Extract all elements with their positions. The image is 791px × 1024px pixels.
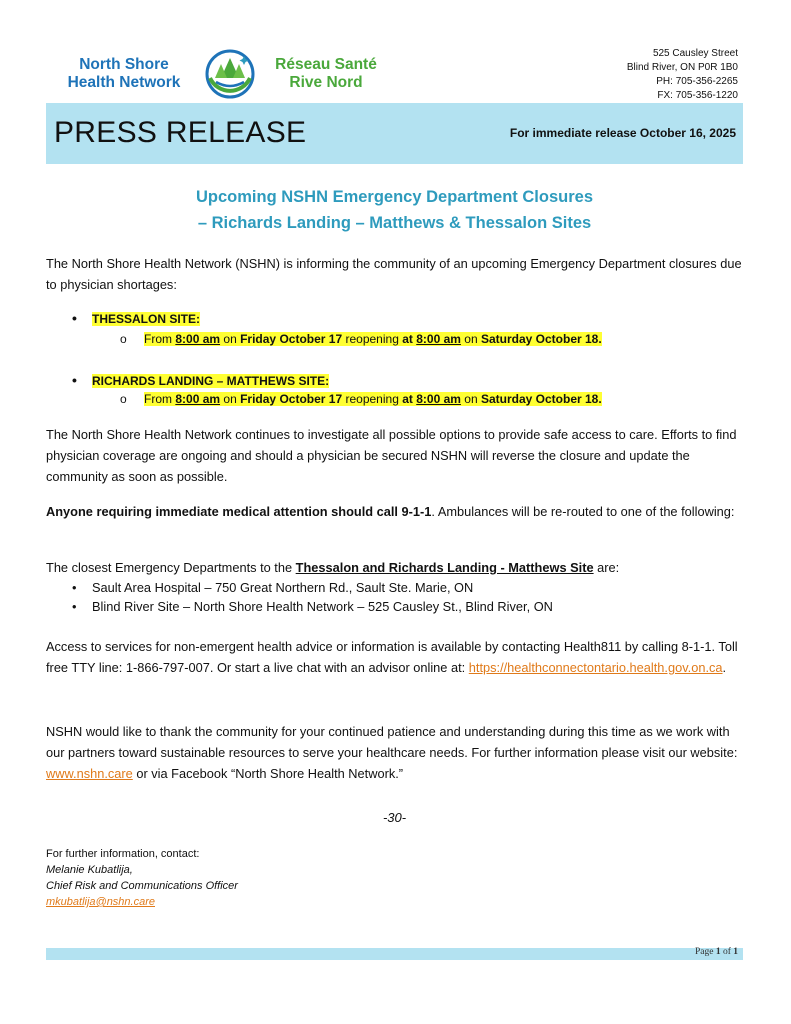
schedule-day-start: Friday October 17 xyxy=(240,332,343,346)
schedule-time-end: 8:00 am xyxy=(416,392,461,406)
intro-paragraph: The North Shore Health Network (NSHN) is informing the community of an upcoming Emergency Department closures due to physician shortages: xyxy=(46,256,742,292)
schedule-on: on xyxy=(464,392,478,406)
site-richards-landing-schedule xyxy=(120,392,602,406)
logo-english-line2: Health Network xyxy=(67,74,181,91)
bullet-icon: • xyxy=(72,599,77,614)
nshn-website-link[interactable]: www.nshn.care xyxy=(46,766,133,781)
emergency-call-911: Anyone requiring immediate medical attention should call 9-1-1 xyxy=(46,504,432,519)
closest-prefix: The closest Emergency Departments to the xyxy=(46,560,296,575)
thanks-end: or via Facebook “North Shore Health Network.” xyxy=(132,766,404,781)
schedule-day-start: Friday October 17 xyxy=(240,392,343,406)
nshn-logo-icon xyxy=(204,48,256,100)
schedule-at: at xyxy=(402,392,413,406)
page-total: 1 xyxy=(733,947,738,957)
bullet-icon: • xyxy=(72,372,77,388)
hospital-name: Blind River Site – North Shore Health Network – 525 Causley St., Blind River, ON xyxy=(92,599,553,614)
site-richards-landing-heading xyxy=(72,372,329,388)
address-city: Blind River, ON P0R 1B0 xyxy=(626,62,738,73)
bullet-icon: • xyxy=(72,580,77,595)
address-block xyxy=(590,47,738,103)
contact-label: For further information, contact: xyxy=(46,848,200,860)
schedule-reopening: reopening xyxy=(345,392,399,406)
site-thessalon-schedule xyxy=(120,332,602,346)
schedule-day-end: Saturday October 18. xyxy=(480,332,602,346)
logo-english-line1: North Shore xyxy=(79,56,169,73)
headline-line1: Upcoming NSHN Emergency Department Closures xyxy=(195,188,593,206)
schedule-on: on xyxy=(223,332,237,346)
hospital-name: Sault Area Hospital – 750 Great Northern Rd., Sault Ste. Marie, ON xyxy=(92,580,474,595)
schedule-text xyxy=(144,332,602,346)
access-text: Access to services for non-emergent health advice or information is available by contacting Health811 by calling 8-1-1. Toll free TTY line: 1-866-797-007. Or start a live chat with an advisor online at: xyxy=(46,639,738,675)
address-phone: PH: 705-356-2265 xyxy=(656,76,738,87)
schedule-at: at xyxy=(402,332,413,346)
headline-line2: – Richards Landing – Matthews & Thessalon Sites xyxy=(197,214,592,232)
schedule-on: on xyxy=(223,392,237,406)
sub-bullet-icon: o xyxy=(120,332,127,346)
thanks-paragraph xyxy=(46,721,743,784)
logo-french-line2: Rive Nord xyxy=(289,74,363,91)
site-name: RICHARDS LANDING – MATTHEWS SITE: xyxy=(92,374,330,388)
investigate-paragraph: The North Shore Health Network continues to investigate all possible options to provide safe access to care. Efforts to find physician coverage are ongoing and should a physician be secured NSHN will reverse the closure and update the community as soon as possible. xyxy=(46,427,737,484)
closest-ed-paragraph xyxy=(46,557,743,578)
contact-name: Melanie Kubatlija, xyxy=(46,864,133,876)
list-item xyxy=(72,599,553,614)
contact-role: Chief Risk and Communications Officer xyxy=(46,880,238,892)
sub-bullet-icon: o xyxy=(120,392,127,406)
contact-email-link[interactable]: mkubatlija@nshn.care xyxy=(46,896,155,908)
schedule-on: on xyxy=(464,332,478,346)
logo-french-line1: Réseau Santé xyxy=(275,56,377,73)
schedule-from: From xyxy=(144,392,172,406)
schedule-from: From xyxy=(144,332,172,346)
list-item xyxy=(72,580,473,595)
address-street: 525 Causley Street xyxy=(652,48,738,59)
schedule-time-end: 8:00 am xyxy=(416,332,461,346)
page-word: Page xyxy=(694,947,714,957)
site-name: THESSALON SITE: xyxy=(92,312,201,326)
press-release-title: PRESS RELEASE xyxy=(54,116,307,149)
health-connect-link[interactable]: https://healthconnectontario.health.gov.on.ca xyxy=(468,660,723,675)
headline xyxy=(46,184,743,236)
logo-english-text xyxy=(56,56,192,92)
schedule-day-end: Saturday October 18. xyxy=(480,392,602,406)
release-date: For immediate release October 16, 2025 xyxy=(509,126,736,140)
bullet-icon: • xyxy=(72,310,77,326)
access-end: . xyxy=(722,660,727,675)
page-of: of xyxy=(722,947,731,957)
emergency-paragraph xyxy=(46,501,743,522)
logo-french-text xyxy=(262,56,390,92)
closest-sites: Thessalon and Richards Landing - Matthews Site xyxy=(295,560,594,575)
site-thessalon-heading xyxy=(72,310,200,326)
schedule-text xyxy=(144,392,602,406)
page-number xyxy=(600,947,738,957)
thanks-text: NSHN would like to thank the community for your continued patience and understanding during this time as we work with our partners toward sustainable resources to serve your healthcare needs. For further information please visit our website: xyxy=(46,724,738,760)
schedule-reopening: reopening xyxy=(345,332,399,346)
end-marker: -30- xyxy=(382,810,407,825)
contact-block xyxy=(46,846,238,910)
address-fax: FX: 705-356-1220 xyxy=(657,90,738,101)
access-paragraph xyxy=(46,636,743,678)
emergency-reroute: . Ambulances will be re-routed to one of the following: xyxy=(431,504,735,519)
schedule-time-start: 8:00 am xyxy=(175,332,221,346)
page-current: 1 xyxy=(715,947,721,957)
closest-suffix: are: xyxy=(593,560,620,575)
schedule-time-start: 8:00 am xyxy=(175,392,221,406)
